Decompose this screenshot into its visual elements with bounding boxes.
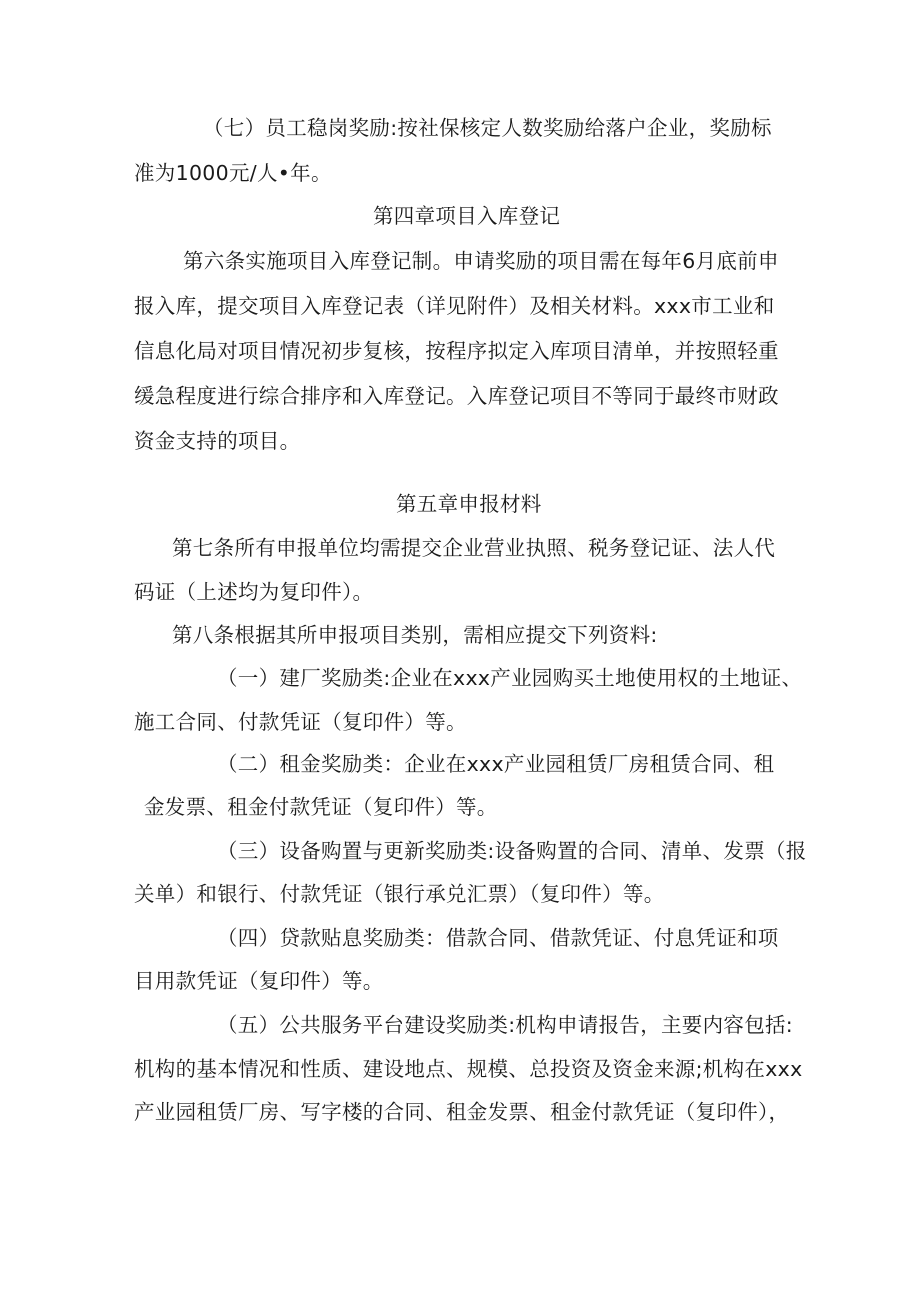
paragraph-line: 目用款凭证（复印件）等。 (134, 969, 384, 993)
paragraph-line: （七）员工稳岗奖励:按社保核定人数奖励给落户企业，奖励标 (203, 116, 772, 140)
paragraph-line: 码证（上述均为复印件）。 (134, 580, 374, 604)
paragraph-line: 第七条所有申报单位均需提交企业营业执照、税务登记证、法人代 (172, 536, 776, 560)
paragraph-line: 缓急程度进行综合排序和入库登记。入库登记项目不等同于最终市财政 (134, 384, 779, 408)
paragraph-line: （一）建厂奖励类:企业在xxx产业园购买土地使用权的土地证、 (217, 666, 803, 690)
paragraph-line: 施工合同、付款凭证（复印件）等。 (134, 710, 467, 734)
chapter-heading: 第四章项目入库登记 (373, 204, 561, 228)
chapter-heading: 第五章申报材料 (396, 492, 542, 516)
paragraph-line: 第六条实施项目入库登记制。申请奖励的项目需在每年6月底前申 (183, 249, 779, 273)
paragraph-line: 关单）和银行、付款凭证（银行承兑汇票）（复印件）等。 (134, 882, 665, 906)
paragraph-line: （三）设备购置与更新奖励类:设备购置的合同、清单、发票（报 (217, 839, 807, 863)
paragraph-line: （四）贷款贴息奖励类：借款合同、借款凭证、付息凭证和项 (217, 926, 779, 950)
paragraph-line: （五）公共服务平台建设奖励类:机构申请报告，主要内容包括: (217, 1013, 794, 1037)
paragraph-line: 第八条根据其所申报项目类别，需相应提交下列资料: (172, 623, 658, 647)
paragraph-line: 机构的基本情况和性质、建设地点、规模、总投资及资金来源;机构在xxx (134, 1057, 803, 1081)
paragraph-line: （二）租金奖励类：企业在xxx产业园租赁厂房租赁合同、租 (217, 752, 775, 776)
paragraph-line: 金发票、租金付款凭证（复印件）等。 (144, 795, 498, 819)
paragraph-line: 产业园租赁厂房、写字楼的合同、租金发票、租金付款凭证（复印件）， (134, 1100, 790, 1124)
paragraph-line: 准为1000元/人•年。 (134, 161, 332, 185)
paragraph-line: 信息化局对项目情况初步复核，按程序拟定入库项目清单，并按照轻重 (134, 339, 779, 363)
paragraph-line: 资金支持的项目。 (134, 429, 301, 453)
paragraph-line: 报入库，提交项目入库登记表（详见附件）及相关材料。xxx市工业和 (134, 294, 775, 318)
